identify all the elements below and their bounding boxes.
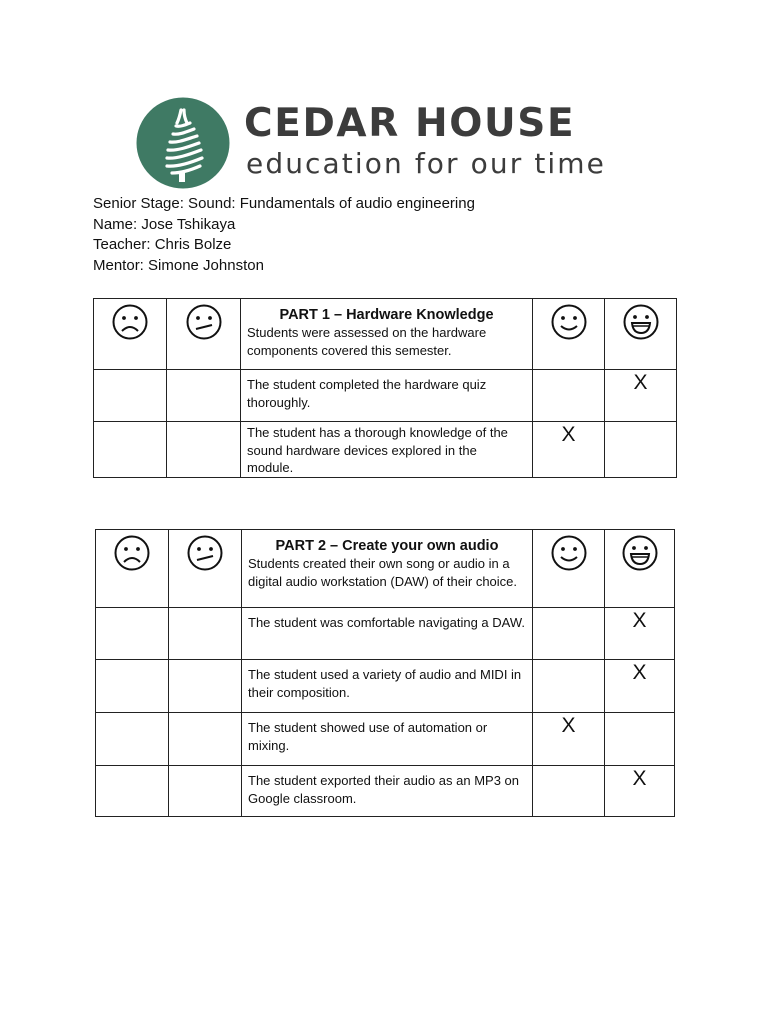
table-row (94, 422, 677, 478)
rating-cell: X (605, 370, 677, 422)
rating-cell (94, 370, 167, 422)
grinning-face-icon (622, 303, 660, 341)
rating-cell (96, 660, 169, 713)
mentor-line: Mentor: Simone Johnston (93, 257, 264, 275)
rating-cell (169, 660, 242, 713)
rating-cell: X (605, 660, 675, 713)
rating-very-poor-header (94, 299, 167, 370)
rating-cell (605, 713, 675, 766)
cedar-house-logo (136, 97, 636, 189)
rating-cell (94, 422, 167, 478)
rating-very-poor-header (96, 530, 169, 608)
rating-cell (96, 713, 169, 766)
part1-header-row (94, 299, 677, 370)
rating-cell (167, 422, 241, 478)
table-row (96, 660, 675, 713)
part1-description: Students were assessed on the hardware components covered this semester. (247, 325, 487, 358)
table-row (96, 713, 675, 766)
frowning-face-icon (111, 303, 149, 341)
rating-good-header (533, 299, 605, 370)
part1-header-cell (241, 299, 533, 370)
rating-cell (167, 370, 241, 422)
rating-cell (169, 766, 242, 817)
part2-title: PART 2 – Create your own audio (275, 538, 499, 554)
rating-good-header (533, 530, 605, 608)
part1-rubric-table (93, 298, 677, 478)
table-row (94, 370, 677, 422)
grinning-face-icon (621, 534, 659, 572)
rating-excellent-header (605, 299, 677, 370)
rating-cell (533, 608, 605, 660)
criterion-text: The student completed the hardware quiz thoroughly. (241, 370, 533, 422)
brand-name: CEDAR HOUSE (244, 101, 576, 146)
smiling-face-icon (550, 534, 588, 572)
cedar-tree-logo-icon (136, 97, 230, 189)
part1-title: PART 1 – Hardware Knowledge (279, 307, 494, 323)
confused-face-icon (185, 303, 223, 341)
criterion-text: The student showed use of automation or mixing. (242, 713, 533, 766)
part2-header-cell (242, 530, 533, 608)
criterion-text: The student exported their audio as an MP3 on Google classroom. (242, 766, 533, 817)
rating-cell: X (605, 766, 675, 817)
student-name-line: Name: Jose Tshikaya (93, 215, 236, 233)
criterion-text: The student has a thorough knowledge of the sound hardware devices explored in the module. (241, 422, 533, 478)
rating-cell (533, 660, 605, 713)
confused-face-icon (186, 534, 224, 572)
frowning-face-icon (113, 534, 151, 572)
rating-cell (96, 766, 169, 817)
rating-cell (96, 608, 169, 660)
rating-cell: X (533, 713, 605, 766)
student-info (93, 194, 475, 277)
table-row (96, 608, 675, 660)
rating-cell (533, 370, 605, 422)
table-row (96, 766, 675, 817)
smiling-face-icon (550, 303, 588, 341)
criterion-text: The student used a variety of audio and MIDI in their composition. (242, 660, 533, 713)
rating-poor-header (169, 530, 242, 608)
teacher-line: Teacher: Chris Bolze (93, 236, 232, 254)
part2-header-row (96, 530, 675, 608)
brand-tagline: education for our time (246, 147, 606, 180)
part2-rubric-table (95, 529, 675, 817)
criterion-text: The student was comfortable navigating a DAW. (242, 608, 533, 660)
rating-poor-header (167, 299, 241, 370)
rating-cell: X (533, 422, 605, 478)
rating-cell: X (605, 608, 675, 660)
rating-cell (169, 713, 242, 766)
course-line: Senior Stage: Sound: Fundamentals of audio engineering (93, 195, 475, 212)
part2-description: Students created their own song or audio in a digital audio workstation (DAW) of their choice. (248, 556, 518, 589)
rating-cell (533, 766, 605, 817)
rating-cell (605, 422, 677, 478)
rating-excellent-header (605, 530, 675, 608)
rating-cell (169, 608, 242, 660)
